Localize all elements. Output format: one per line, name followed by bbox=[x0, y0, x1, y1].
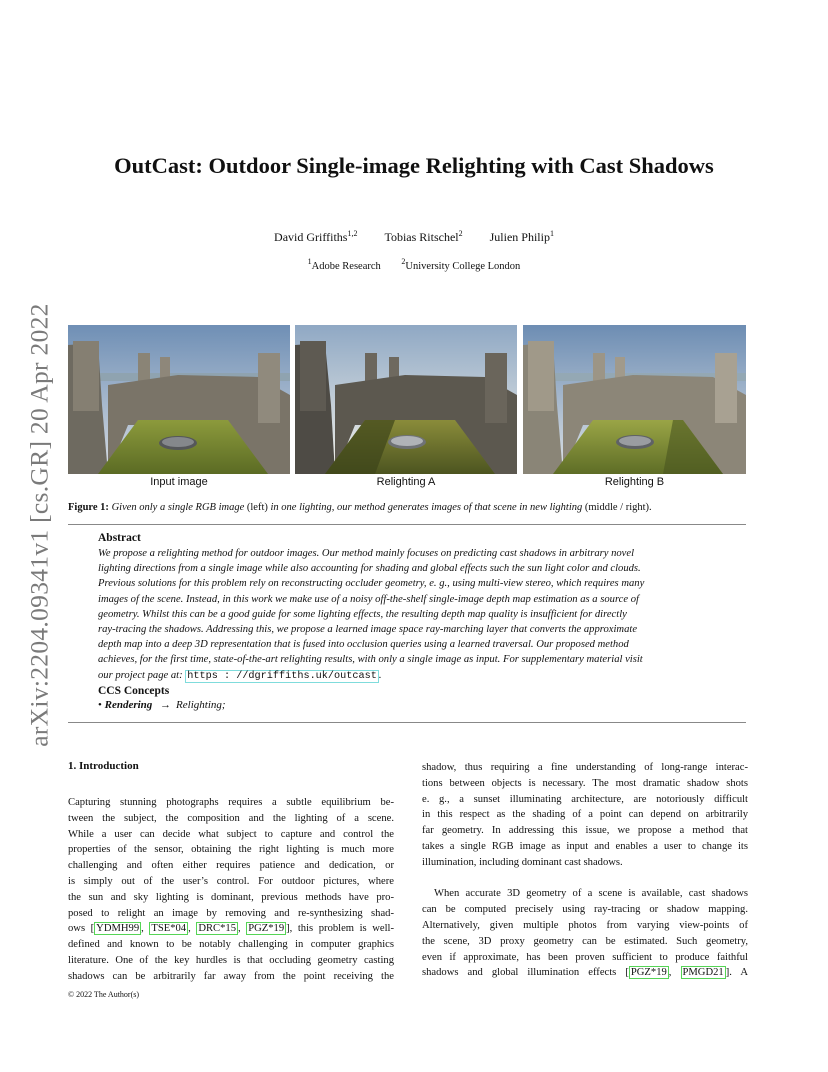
text-line: is simply out of the user’s control. For outdoor pictures, where bbox=[68, 875, 394, 887]
author: David Griffiths$^{1,2}$ bbox=[274, 229, 358, 244]
text-line: shadow, thus requiring a fine understanding of long-range interac- bbox=[422, 762, 748, 773]
text-line: Capturing stunning photographs requires a subtle equilibrium be- bbox=[68, 797, 394, 808]
abstract-line: ray-tracing the shadows. Addressing this, we propose a learned image space ray-marching layer that converts the approximate bbox=[98, 624, 638, 636]
text-line: shadows can be arbitrarily far away from the point receiving the bbox=[68, 970, 394, 982]
citation-link[interactable]: TSE*04 bbox=[151, 923, 187, 935]
abstract-line: lighting directions from a single image while also accounting for shading and global effects such the sun light color and clouds. bbox=[98, 563, 641, 575]
author: Tobias Ritschel$^2$ bbox=[384, 229, 463, 244]
abstract-line: Previous solutions for this problem rely on reconstructing occluder geometry, e. g., using multi-view stereo, which requires many bbox=[98, 578, 645, 590]
citation-link[interactable]: PGZ*19 bbox=[248, 923, 285, 935]
ccs-concept: • Rendering → Relighting; bbox=[98, 699, 226, 711]
input-image-photo bbox=[68, 325, 290, 474]
citation-link[interactable]: PMGD21 bbox=[682, 967, 724, 979]
paragraph-gap bbox=[422, 871, 748, 887]
abstract-line: We propose a relighting method for outdoor images. Our method mainly focuses on predicting cast shadows in arbitrary novel bbox=[98, 548, 635, 559]
text-line: can be computed precisely using ray-tracing or shadow mapping. bbox=[422, 904, 748, 916]
copyright-footer: © 2022 The Author(s) bbox=[68, 990, 140, 999]
abstract-line: our project page at: https : //dgriffiths.uk/outcast . bbox=[98, 669, 382, 682]
panel-label-input: Input image bbox=[150, 476, 208, 488]
text-line: the scene, 3D proxy geometry can be estimated. Such geometry, bbox=[422, 935, 748, 947]
figure-caption: Figure 1: Given only a single RGB image (left) in one lighting, our method generates images of that scene in new lighting (middle / right). bbox=[68, 502, 652, 513]
author: Julien Philip$^1$ bbox=[489, 229, 554, 244]
text-line: tions between objects is necessary. The most dramatic shadow shots bbox=[422, 777, 748, 789]
text-line: challenging and often either requires patience and dedication, or bbox=[68, 860, 394, 872]
section-heading-introduction: 1. Introduction bbox=[68, 760, 139, 772]
abstract-line: achieves, for the first time, state-of-the-art relighting results, with only a single image as input. For supplementary material visit bbox=[98, 654, 643, 666]
text-line: posed to relight an image by removing and re-synthesizing shad- bbox=[68, 907, 394, 919]
divider bbox=[68, 722, 746, 723]
arxiv-identifier: arXiv:2204.09341v1 [cs.GR] 20 Apr 2022 bbox=[25, 303, 55, 747]
text-line: the sun and sky lighting is dominant, previous methods have pro- bbox=[68, 891, 394, 903]
text-line: in this respect as the shading of a point can depend on arbitrarily bbox=[422, 809, 748, 821]
text-line: When accurate 3D geometry of a scene is available, cast shadows bbox=[434, 888, 748, 900]
affiliation: $^2$University College London bbox=[401, 257, 521, 272]
abstract-heading: Abstract bbox=[98, 532, 141, 544]
affiliation: $^1$Adobe Research bbox=[307, 257, 381, 272]
author-list bbox=[0, 230, 828, 245]
abstract-line: images of the scene. Instead, in this work we make use of a noisy off-the-shelf single-image depth map estimation as a source of bbox=[98, 593, 639, 605]
text-line-with-citations: shadows and global illumination effects [ PGZ*19 , PMGD21 ]. A bbox=[422, 967, 749, 979]
citation-link[interactable]: PGZ*19 bbox=[630, 967, 667, 979]
text-line: illumination, including dominant cast shadows. bbox=[422, 856, 623, 868]
abstract-body bbox=[98, 546, 718, 684]
text-line: even if approximate, has been proven sufficient to produce faithful bbox=[422, 951, 748, 963]
text-line: e. g., a sunset illuminating architecture, are notoriously difficult bbox=[422, 793, 748, 805]
panel-label-relighting-a: Relighting A bbox=[376, 476, 436, 488]
ccs-heading: CCS Concepts bbox=[98, 685, 170, 697]
paper-title: OutCast: Outdoor Single-image Relighting with Cast Shadows bbox=[114, 153, 714, 178]
text-line: defined and known to be notably challenging in computer graphics bbox=[68, 939, 394, 951]
panel-label-relighting-b: Relighting B bbox=[604, 476, 665, 488]
citation-link[interactable]: DRC*15 bbox=[198, 923, 236, 935]
divider bbox=[68, 524, 746, 525]
text-line: properties of the sensor, obtaining the right lighting is much more bbox=[68, 844, 394, 856]
relighting-b-photo bbox=[523, 325, 746, 474]
text-line: literature. One of the key hurdles is that occluding geometry casting bbox=[68, 954, 394, 966]
text-line: While a user can decide what subject to capture and control the bbox=[68, 828, 394, 840]
relighting-a-photo bbox=[295, 325, 517, 474]
text-line: tween the subject, the composition and the lighting of a scene. bbox=[68, 812, 394, 824]
abstract-line: depth map into a deep 3D representation that is fused into occlusion queries using a learned traversal. Our proposed method bbox=[98, 639, 629, 651]
text-line-with-citations: ows [ YDMH99 , TSE*04 , DRC*15 , PGZ*19 ], this problem is well- bbox=[68, 923, 395, 935]
text-line: far geometry. In addressing this issue, we propose a method that bbox=[422, 825, 748, 837]
left-column bbox=[68, 795, 394, 985]
project-page-link[interactable]: https : //dgriffiths.uk/outcast bbox=[187, 670, 377, 682]
affiliations bbox=[0, 257, 828, 272]
abstract-line: geometry. Whilst this can be a good guide for some lighting effects, the resulting depth map quality is insufficient for directly bbox=[98, 608, 627, 620]
right-column bbox=[422, 760, 748, 981]
citation-link[interactable]: YDMH99 bbox=[96, 923, 140, 935]
text-line: takes a single RGB image as input and enables a user to change its bbox=[422, 840, 748, 852]
text-line: Alternatively, given multiple photos from varying view-points of bbox=[422, 919, 748, 931]
